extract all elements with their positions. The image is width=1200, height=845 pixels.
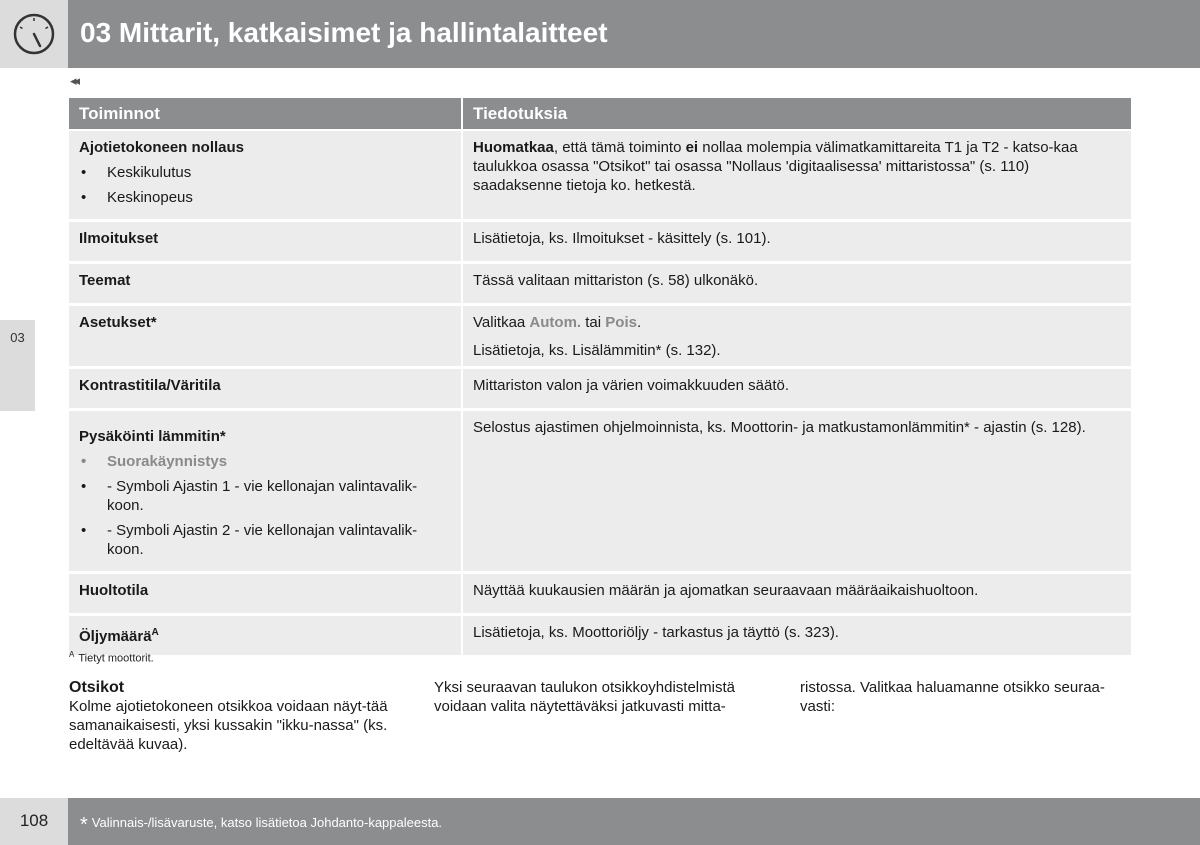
info-cell: Tässä valitaan mittariston (s. 58) ulkonäkö. [462,263,1131,305]
list-item: • Suorakäynnistys [79,452,451,471]
info-cell [462,305,1131,368]
info-cell: Näyttää kuukausien määrän ja ajomatkan seuraavaan määräaikaishuoltoon. [462,573,1131,615]
column-header-functions: Toiminnot [69,98,462,130]
function-cell [69,130,462,221]
list-item: • Keskinopeus [79,188,451,207]
table-row [69,573,1131,615]
info-cell: Lisätietoja, ks. Moottoriöljy - tarkastus ja täyttö (s. 323). [462,615,1131,657]
function-cell [69,410,462,573]
body-column-2: Yksi seuraavan taulukon otsikkoyhdistelmistä voidaan valita näytettäväksi jatkuvasti mitta- [434,679,735,715]
header-icon-box [0,0,68,68]
function-name: Pysäköinti lämmitin* [79,428,226,445]
function-name: Ajotietokoneen nollaus [79,139,245,156]
info-text: , että tämä toiminto [553,139,686,156]
column-header-information: Tiedotuksia [462,98,1131,130]
footnote-marker: A [69,650,75,659]
table-footnote [69,650,154,665]
page-footer [0,798,1200,845]
info-text: Valitkaa [473,314,530,331]
chapter-tab[interactable] [0,320,35,411]
table-header-row [69,98,1131,130]
function-name [79,623,451,646]
footer-note [80,814,442,837]
info-text: nollaa molempia välimatkamittareita T1 ja T2 - katso-kaa taulukkoa osassa "Otsikot" tai osassa "Nollaus 'digitaalisessa' mittaristossa" (s. 110) saadaksenne tietoja ko. hetkestä. [473,139,1078,194]
list-item: • - Symboli Ajastin 1 - vie kellonajan valintavalik-koon. [79,477,451,515]
info-text-secondary: Lisätietoja, ks. Lisälämmitin* (s. 132). [473,342,721,359]
table-row [69,615,1131,657]
footer-note-text: Valinnais-/lisävaruste, katso lisätietoa Johdanto-kappaleesta. [91,815,443,830]
chapter-tab-label: 03 [10,330,25,345]
function-name: Asetukset* [79,314,157,331]
page-number: 108 [19,811,49,830]
body-column-1 [69,678,404,754]
footnote-text: Tietyt moottorit. [78,652,154,665]
function-name: Kontrastitila/Väritila [79,377,221,394]
function-cell [69,263,462,305]
info-cell: Selostus ajastimen ohjelmoinnista, ks. Moottorin- ja matkustamonlämmitin* - ajastin (s. 128). [462,410,1131,573]
emphasis-text: ei [685,139,699,156]
function-cell [69,368,462,410]
table-row [69,221,1131,263]
info-cell [462,130,1131,221]
gauge-icon [12,12,56,56]
table-row [69,368,1131,410]
info-text: tai [581,314,606,331]
page-header [0,0,1200,68]
table-row [69,130,1131,221]
list-item: • Keskikulutus [79,163,451,182]
sidebar [0,68,68,798]
functions-table [69,98,1131,658]
table-row [69,305,1131,368]
info-cell: Mittariston valon ja värien voimakkuuden säätö. [462,368,1131,410]
page-number-box [0,798,68,845]
asterisk-icon: * [80,814,88,836]
table-row [69,410,1131,573]
page-title: 03 Mittarit, katkaisimet ja hallintalaitteet [80,17,608,48]
body-text: Kolme ajotietokoneen otsikkoa voidaan näyt-tää samanaikaisesti, yksi kussakin "ikku-nassa" (ks. edeltävää kuvaa). [69,698,388,753]
function-name-text: Öljymäärä [79,628,152,645]
function-name: Huoltotila [79,582,149,599]
option-pois: Pois [605,314,637,331]
function-cell [69,305,462,368]
body-column-3: ristossa. Valitkaa haluamanne otsikko seuraa-vasti: [800,679,1105,715]
footnote-marker: A [151,627,159,638]
info-text: . [636,314,642,331]
table-row [69,263,1131,305]
section-heading: Otsikot [69,679,125,696]
bullet-list [79,452,451,559]
option-autom: Autom. [529,314,582,331]
function-cell [69,221,462,263]
bullet-list [79,163,451,207]
info-text [473,313,1121,332]
emphasis-text: Huomatkaa [473,139,554,156]
list-item: • - Symboli Ajastin 2 - vie kellonajan valintavalik-koon. [79,521,451,559]
function-cell [69,573,462,615]
back-arrows-icon[interactable]: ◂◂ [70,73,78,88]
function-name: Ilmoitukset [79,230,159,247]
function-name: Teemat [79,272,131,289]
info-cell: Lisätietoja, ks. Ilmoitukset - käsittely (s. 101). [462,221,1131,263]
